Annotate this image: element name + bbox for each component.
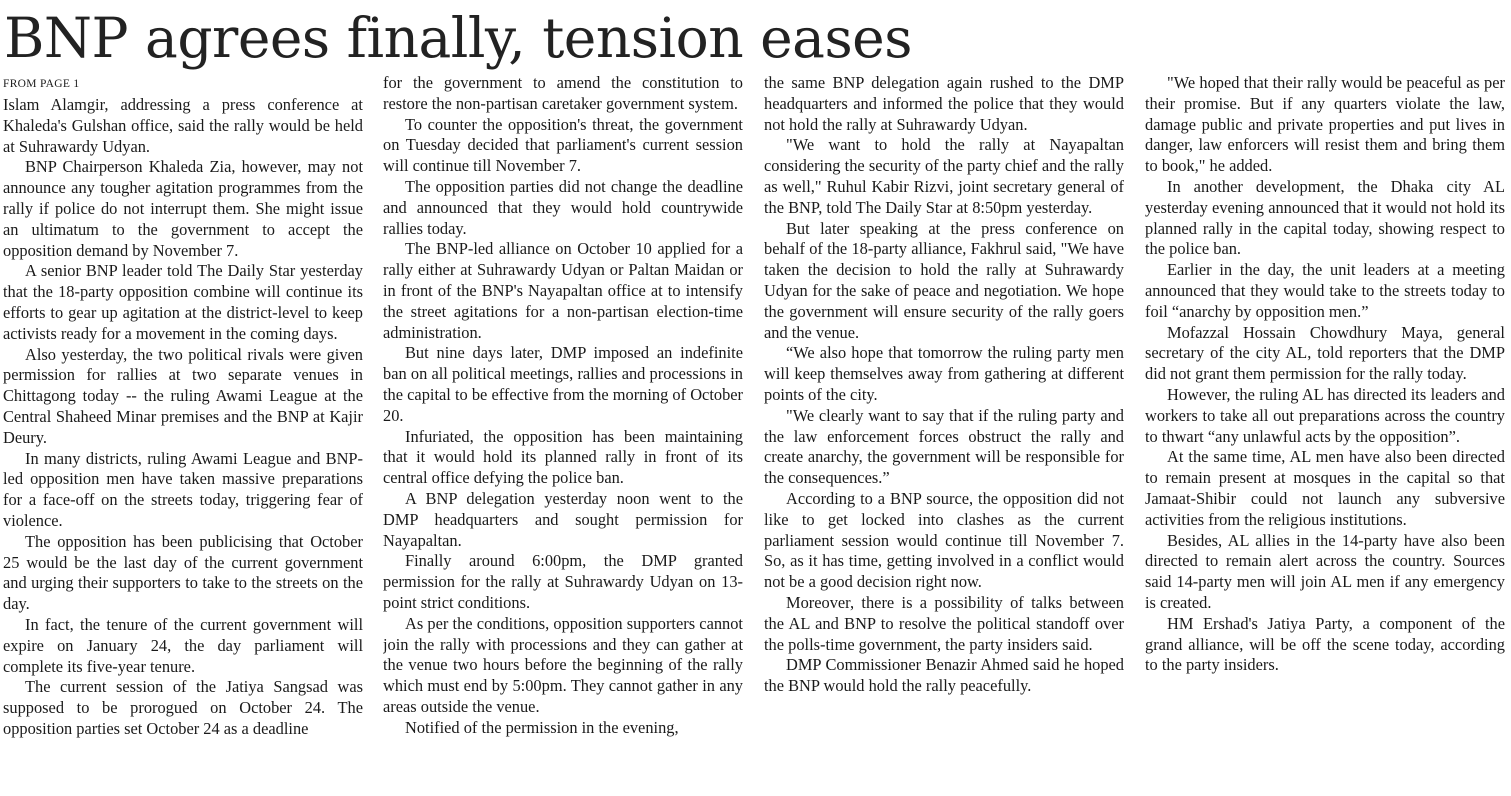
article-column-4 — [1145, 73, 1505, 793]
paragraph: The BNP-led alliance on October 10 applied for a rally either at Suhrawardy Udyan or Paltan Maidan or in front of the BNP's Nayapaltan office at to intensify the street agitations for a non-partisan election-time administration. — [383, 239, 743, 342]
paragraph: Mofazzal Hossain Chowdhury Maya, general secretary of the city AL, told reporters that the DMP did not grant them permission for the rally today. — [1145, 322, 1505, 384]
paragraph: But later speaking at the press conference on behalf of the 18-party alliance, Fakhrul said, "We have taken the decision to hold the rally at Suhrawardy Udyan for the sake of peace and negotiation. We hope the government will ensure security of the rally goers and the venue. — [764, 218, 1124, 342]
paragraph: In another development, the Dhaka city AL yesterday evening announced that it would not hold its planned rally in the capital today, showing respect to the police ban. — [1145, 176, 1505, 259]
paragraph: In fact, the tenure of the current government will expire on January 24, the day parliament will complete its five-year tenure. — [3, 614, 363, 676]
paragraph: "We clearly want to say that if the ruling party and the law enforcement forces obstruct the rally and create anarchy, the government will be responsible for the consequences.” — [764, 405, 1124, 488]
paragraph: At the same time, AL men have also been directed to remain present at mosques in the capital so that Jamaat-Shibir could not launch any subversive activities from the religious institutions. — [1145, 447, 1505, 529]
paragraph: Islam Alamgir, addressing a press conference at Khaleda's Gulshan office, said the rally would be held at Suhrawardy Udyan. — [3, 95, 363, 156]
paragraph: HM Ershad's Jatiya Party, a component of the grand alliance, will be off the scene today, according to the party insiders. — [1145, 613, 1505, 675]
paragraph: Notified of the permission in the evening, — [405, 717, 679, 737]
paragraph: The opposition parties did not change the deadline and announced that they would hold countrywide rallies today. — [383, 176, 743, 238]
paragraph: for the government to amend the constitution to restore the non-partisan caretaker government system. — [383, 73, 743, 113]
paragraph: Also yesterday, the two political rivals were given permission for rallies at two separate venues in Chittagong today -- the ruling Awami League at the Central Shaheed Minar premises and the BNP at Kajir Deury. — [3, 344, 363, 447]
continued-from-page-kicker: FROM PAGE 1 — [3, 78, 80, 90]
headline: BNP agrees finally, tension eases — [4, 6, 912, 70]
paragraph: "We hoped that their rally would be peaceful as per their promise. But if any quarters violate the law, damage public and private properties and put lives in danger, law enforcers will resist them and bring them to book," he added. — [1145, 73, 1505, 176]
paragraph: Moreover, there is a possibility of talks between the AL and BNP to resolve the political standoff over the polls-time government, the party insiders said. — [764, 592, 1124, 654]
paragraph: DMP Commissioner Benazir Ahmed said he hoped the BNP would hold the rally peacefully. — [764, 655, 1124, 696]
paragraph: In many districts, ruling Awami League and BNP-led opposition men have taken massive preparations for a face-off on the streets today, triggering fear of violence. — [3, 448, 363, 530]
paragraph: The current session of the Jatiya Sangsad was supposed to be prorogued on October 24. The opposition parties set October 24 as a deadline — [3, 677, 363, 738]
paragraph: Infuriated, the opposition has been maintaining that it would hold its planned rally in front of its central office defying the police ban. — [383, 426, 743, 488]
paragraph: A senior BNP leader told The Daily Star yesterday that the 18-party opposition combine will continue its efforts to gear up agitation at the district-level to keep activists ready for a movement in the coming days. — [3, 261, 363, 343]
paragraph: "We want to hold the rally at Nayapaltan considering the security of the party chief and the rally as well," Ruhul Kabir Rizvi, joint secretary general of the BNP, told The Daily Star at 8:50pm yesterday. — [764, 135, 1124, 217]
article-column-3 — [764, 73, 1124, 793]
paragraph: Finally around 6:00pm, the DMP granted permission for the rally at Suhrawardy Udyan on 13-point strict conditions. — [383, 551, 743, 612]
paragraph: The opposition has been publicising that October 25 would be the last day of the current government and urging their supporters to take to the streets on the day. — [3, 531, 363, 614]
paragraph: As per the conditions, opposition supporters cannot join the rally with processions and they can gather at the venue two hours before the beginning of the rally which must end by 5:00pm. They cannot gather in any areas outside the venue. — [383, 613, 743, 716]
paragraph: the same BNP delegation again rushed to the DMP headquarters and informed the police that they would not hold the rally at Suhrawardy Udyan. — [764, 73, 1124, 134]
article-column-1 — [3, 73, 363, 793]
paragraph: But nine days later, DMP imposed an indefinite ban on all political meetings, rallies and processions in the capital to be effective from the morning of October 20. — [383, 343, 743, 425]
paragraph: According to a BNP source, the opposition did not like to get locked into clashes as the current parliament session would continue till November 7. So, as it has time, getting involved in a conflict would not be a good decision right now. — [764, 488, 1124, 592]
paragraph: However, the ruling AL has directed its leaders and workers to take all out preparations across the country to thwart “any unlawful acts by the opposition”. — [1145, 384, 1505, 446]
paragraph: Besides, AL allies in the 14-party have also been directed to remain alert across the country. Sources said 14-party men will join AL men if any emergency is created. — [1145, 530, 1505, 612]
paragraph: To counter the opposition's threat, the government on Tuesday decided that parliament's current session will continue till November 7. — [383, 114, 743, 176]
paragraph: BNP Chairperson Khaleda Zia, however, may not announce any tougher agitation programmes from the rally if police do not interrupt them. She might issue an ultimatum to the government to accept the opposition demand by November 7. — [3, 157, 363, 260]
article-column-2 — [383, 73, 743, 793]
paragraph: “We also hope that tomorrow the ruling party men will keep themselves away from gathering at different points of the city. — [764, 343, 1124, 404]
paragraph: A BNP delegation yesterday noon went to the DMP headquarters and sought permission for Nayapaltan. — [383, 488, 743, 550]
paragraph: Earlier in the day, the unit leaders at a meeting announced that they would take to the streets today to foil “anarchy by opposition men.” — [1145, 260, 1505, 321]
